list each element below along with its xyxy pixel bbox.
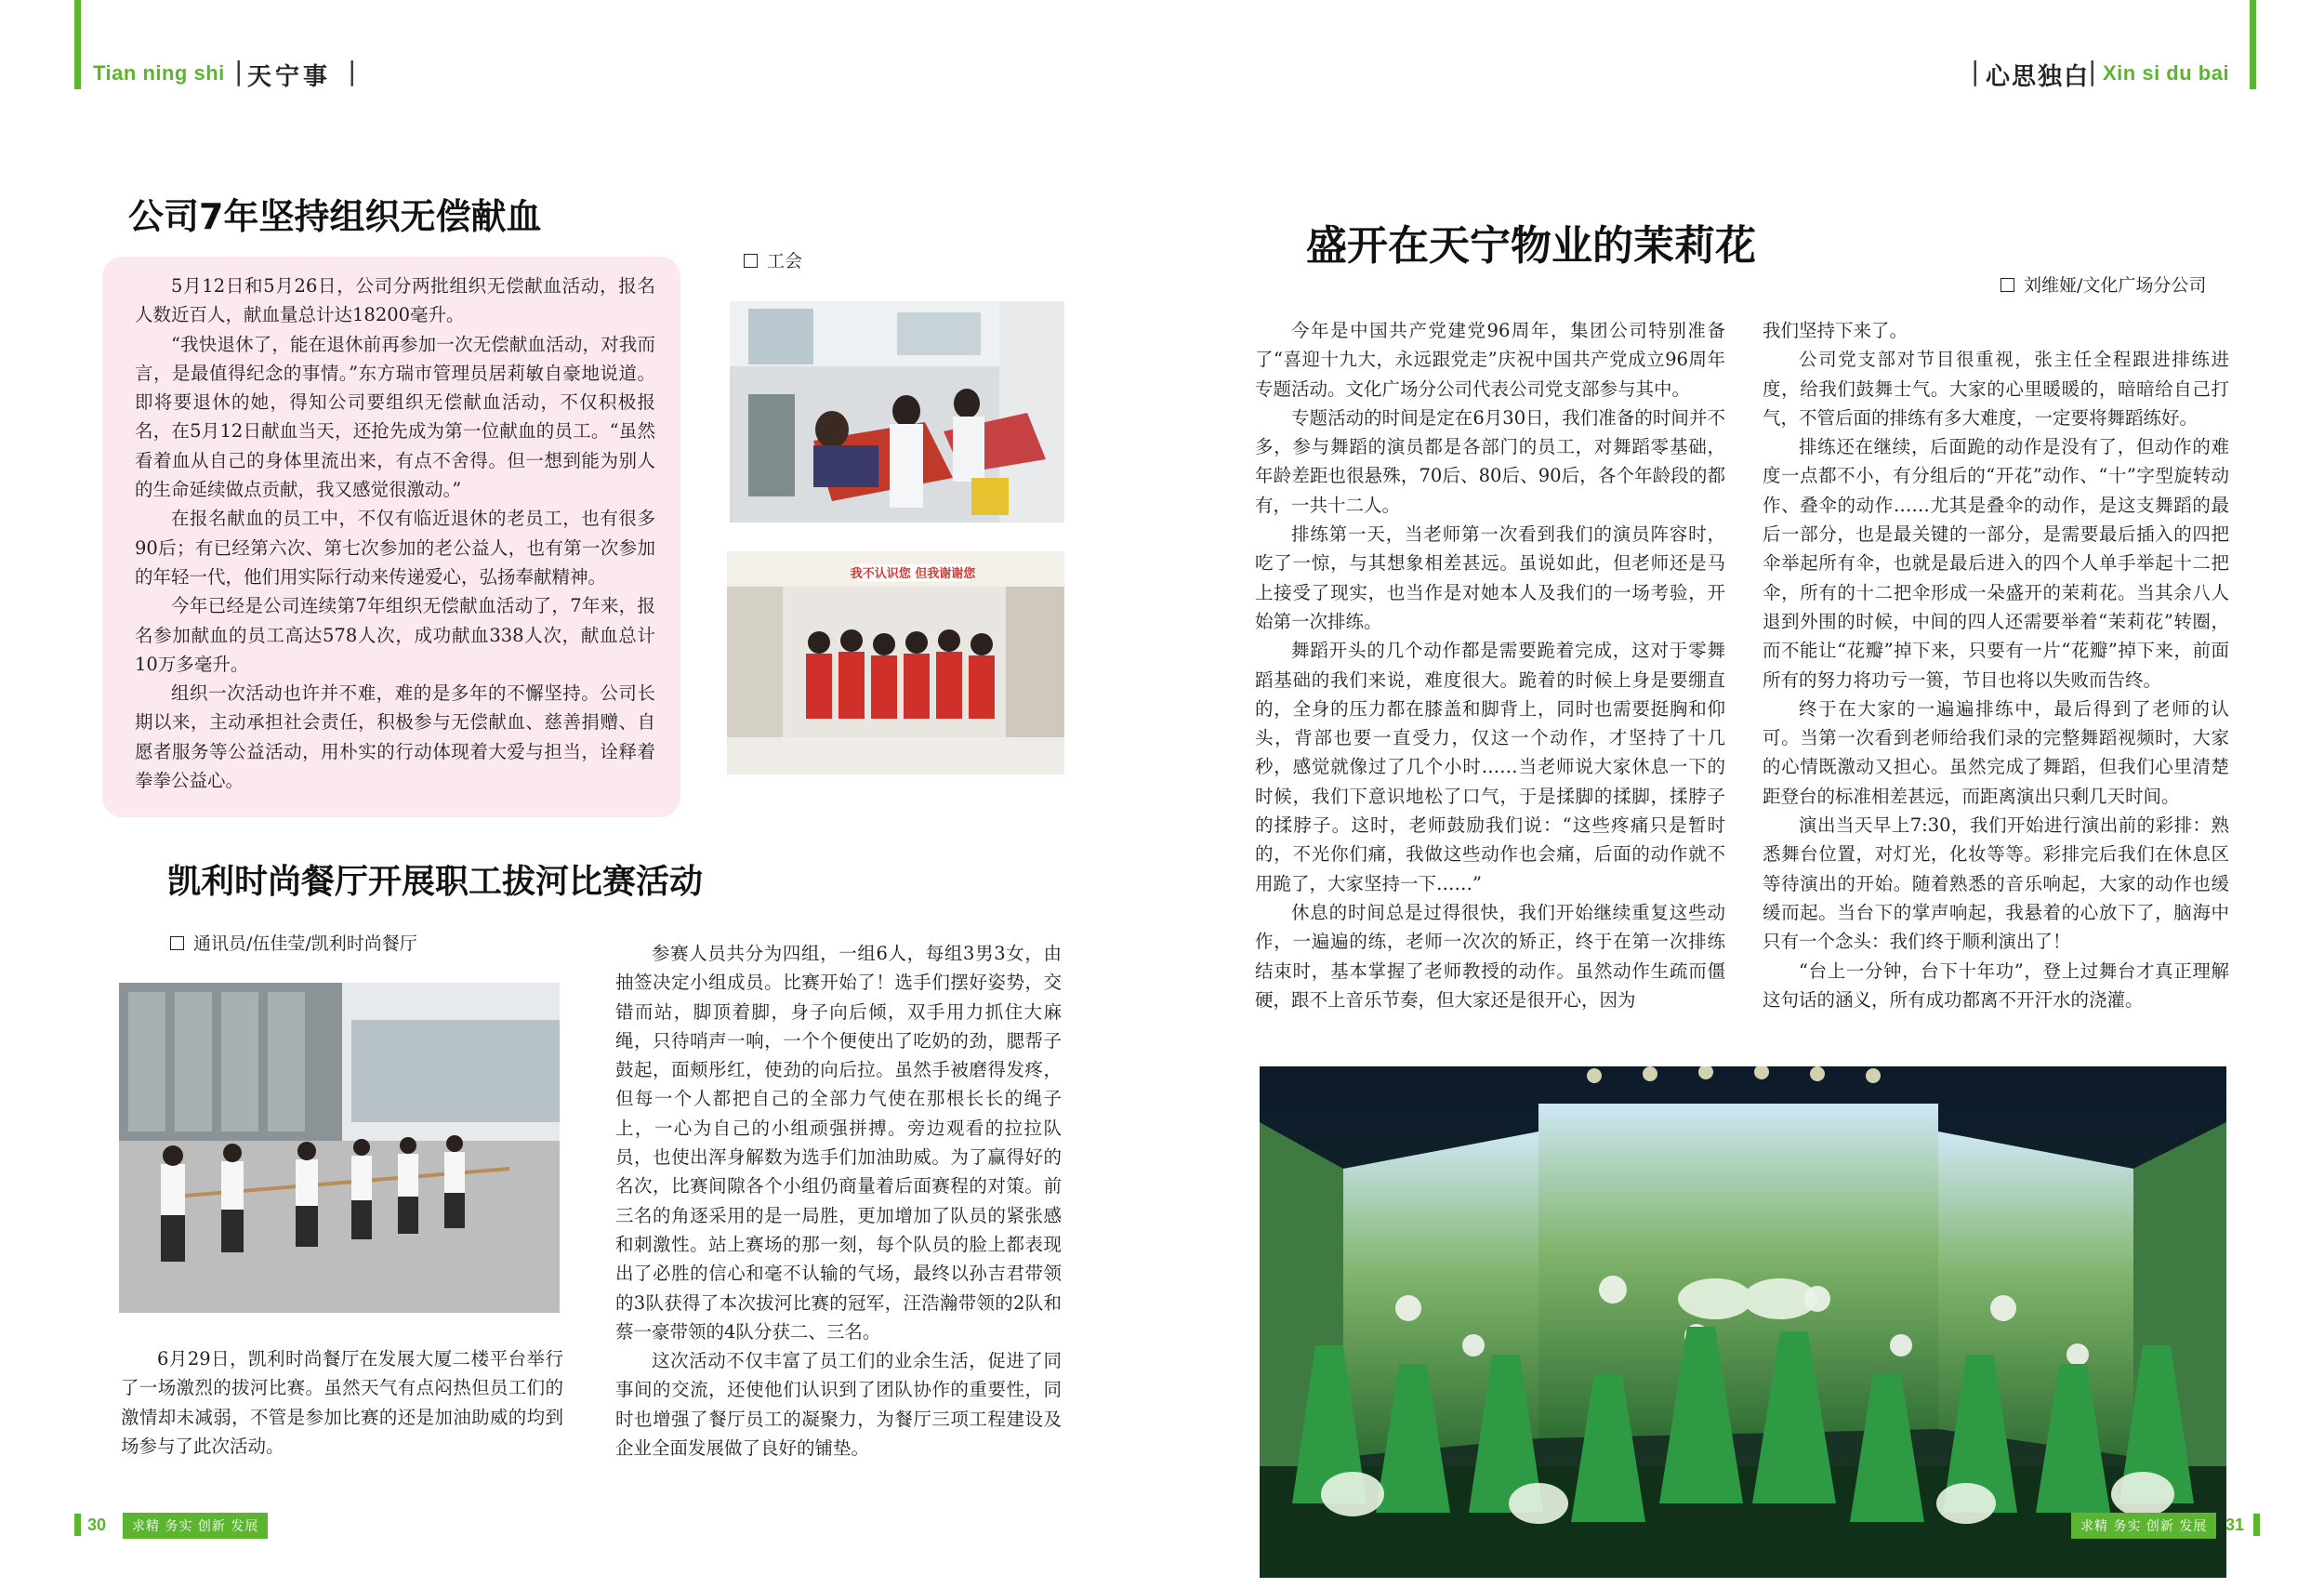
left-header-sep2: | [348, 56, 357, 86]
article3-para: 公司党支部对节目很重视，张主任全程跟进排练进度，给我们鼓舞士气。大家的心里暖暖的，暗暗给自己打气，不管后面的排练有多大难度，一定要将舞蹈练好。 [1763, 349, 2229, 429]
article3-byline: 刘维娅/文化广场分公司 [2000, 271, 2206, 297]
right-page-number: 31 [2225, 1515, 2245, 1534]
article2-para: 这次活动不仅丰富了员工们的业余生活，促进了同事间的交流，还使他们认识到了团队协作的重要性，同时也增强了餐厅员工的凝聚力，为餐厅三项工程建设及企业全面发展做了良好的铺垫。 [615, 1350, 1062, 1460]
article1-byline: 工会 [744, 247, 802, 272]
left-header-cn: 天宁事 [247, 63, 332, 91]
article3-title: 盛开在天宁物业的茉莉花 [1306, 222, 1756, 270]
article3-para: 排练第一天，当老师第一次看到我们的演员阵容时，吃了一惊，与其想象相差甚远。虽说如此，但老师还是马上接受了现实，也当作是对她本人及我们的一场考验，开始第一次排练。 [1255, 523, 1725, 632]
article3-para: 休息的时间总是过得很快，我们开始继续重复这些动作，一遍遍的练，老师一次次的矫正，终于在第一次排练结束时，基本掌握了老师教授的动作。虽然动作生疏而僵硬，跟不上音乐节奏，但大家还是很开心，因为 [1255, 901, 1725, 1011]
volunteers-photo [727, 551, 1064, 774]
article3-para: 排练还在继续，后面跪的动作是没有了，但动作的难度一点都不小，有分组后的“开花”动作、“十”字型旋转动作、叠伞的动作……尤其是叠伞的动作，是这支舞蹈的最后一部分，也是最关键的一部分，是需要最后插入的四把伞举起所有伞，也就是最后进入的四个人单手举起十二把伞，所有的十二把伞形成一朵盛开的茉莉花。当其余八人退到外围的时候，中间的四人还需要举着“茉莉花”转圈，而不能让“花瓣”掉下来，只要有一片“花瓣”掉下来，前面所有的努力将功亏一篑，节目也将以失败而告终。 [1763, 436, 2229, 691]
left-header-bar [74, 0, 81, 89]
article3-continuation: 我们坚持下来了。 [1763, 320, 1908, 341]
jasmine-dance-photo [1260, 1066, 2226, 1578]
right-header-sep: | [1971, 56, 1980, 86]
left-header-sep: | [234, 56, 244, 86]
volunteers-banner: 我不认识您 但我谢谢您 [850, 567, 976, 581]
right-header-sep2: | [2088, 56, 2097, 86]
left-page-number: 30 [87, 1515, 107, 1534]
article3-para: 演出当天早上7:30，我们开始进行演出前的彩排：熟悉舞台位置，对灯光，化妆等等。彩排完后我们在休息区等待演出的开始。随着熟悉的音乐响起，大家的动作也缓缓而起。当台下的掌声响起，我悬着的心放下了，脑海中只有一个念头：我们终于顺利演出了！ [1763, 814, 2229, 953]
article2-left-body [121, 1344, 563, 1461]
article3-para: 专题活动的时间是定在6月30日，我们准备的时间并不多，参与舞蹈的演员都是各部门的员工，对舞蹈零基础，年龄差距也很悬殊，70后、80后、90后，各个年龄段的都有，一共十二人。 [1255, 406, 1725, 516]
right-footer-slogan: 求精 务实 创新 发展 [2071, 1513, 2216, 1539]
right-header-latin: Xin si du bai [2103, 61, 2230, 85]
article3-para: “台上一分钟，台下十年功”，登上过舞台才真正理解这句话的涵义，所有成功都离不开汗水的浇灌。 [1763, 959, 2229, 1011]
article2-para: 6月29日，凯利时尚餐厅在发展大厦二楼平台举行了一场激烈的拔河比赛。虽然天气有点闷热但员工们的激情却未减弱，不管是参加比赛的还是加油助威的均到场参与了此次活动。 [121, 1348, 563, 1457]
left-footer-slogan: 求精 务实 创新 发展 [123, 1513, 268, 1539]
article1-para: 5月12日和5月26日，公司分两批组织无偿献血活动，报名人数近百人，献血量总计达18200毫升。 [135, 275, 655, 326]
article1-para: 今年已经是公司连续第7年组织无偿献血活动了，7年来，报名参加献血的员工高达578人次，成功献血338人次，献血总计10万多毫升。 [135, 595, 655, 675]
article2-byline: 通讯员/伍佳莹/凯利时尚餐厅 [170, 930, 417, 955]
byline-box-icon [2000, 278, 2014, 292]
article3-para: 今年是中国共产党建党96周年，集团公司特别准备了“喜迎十九大，永远跟党走”庆祝中国共产党成立96周年专题活动。文化广场分公司代表公司党支部参与其中。 [1255, 320, 1725, 400]
article2-para: 参赛人员共分为四组，一组6人，每组3男3女，由抽签决定小组成员。比赛开始了！选手们摆好姿势，交错而站，脚顶着脚，身子向后倾，双手用力抓住大麻绳，只待哨声一响，一个个便使出了吃奶的劲，腮帮子鼓起，面颊彤红，使劲的向后拉。虽然手被磨得发疼，但每一个人都把自己的全部力气使在那根长长的绳子上，一心为自己的小组顽强拼搏。旁边观看的拉拉队员，也使出浑身解数为选手们加油助威。为了赢得好的名次，比赛间隙各个小组仍商量着后面赛程的对策。前三名的角逐采用的是一局胜，更加增加了队员的紧张感和刺激性。站上赛场的那一刻，每个队员的脸上都表现出了必胜的信心和毫不认输的气场，最终以孙吉君带领的3队获得了本次拔河比赛的冠军，汪浩瀚带领的2队和蔡一豪带领的4队分获二、三名。 [615, 943, 1062, 1343]
right-footer-bar [2253, 1514, 2260, 1536]
left-header-latin: Tian ning shi [93, 61, 225, 85]
article3-col1 [1255, 316, 1725, 1014]
article3-col2 [1763, 316, 2229, 1014]
article1-para: 组织一次活动也许并不难，难的是多年的不懈坚持。公司长期以来，主动承担社会责任，积极参与无偿献血、慈善捐赠、自愿者服务等公益活动，用朴实的行动体现着大爱与担当，诠释着拳拳公益心。 [135, 682, 655, 792]
right-header-cn: 心思独白 [1986, 63, 2091, 91]
byline-box-icon [170, 936, 184, 950]
blood-donation-photo [730, 301, 1064, 523]
article3-para: 舞蹈开头的几个动作都是需要跪着完成，这对于零舞蹈基础的我们来说，难度很大。跪着的时候上身是要绷直的，全身的压力都在膝盖和脚背上，同时也需要挺胸和仰头，背部也要一直受力，仅这一个动作，才坚持了十几秒，感觉就像过了几个小时……当老师说大家休息一下的时候，我们下意识地松了口气，于是揉脚的揉脚，揉脖子的揉脖子。这时，老师鼓励我们说：“这些疼痛只是暂时的，不光你们痛，我做这些动作也会痛，后面的动作就不用跪了，大家坚持一下……” [1255, 640, 1725, 894]
article1-body [135, 271, 655, 795]
left-footer-bar [74, 1514, 81, 1536]
tug-of-war-photo [119, 983, 560, 1313]
article2-title: 凯利时尚餐厅开展职工拔河比赛活动 [167, 863, 704, 901]
right-header-bar [2250, 0, 2256, 89]
article1-para: “我快退休了，能在退休前再参加一次无偿献血活动，对我而言，是最值得纪念的事情。”东方瑞市管理员居莉敏自豪地说道。即将要退休的她，得知公司要组织无偿献血活动，不仅积极报名，在5月12日献血当天，还抢先成为第一位献血的员工。“虽然看着血从自己的身体里流出来，有点不舍得。但一想到能为别人的生命延续做点贡献，我又感觉很激动。” [135, 333, 655, 501]
article1-para: 在报名献血的员工中，不仅有临近退休的老员工，也有很多90后；有已经第六次、第七次参加的老公益人，也有第一次参加的年轻一代，他们用实际行动来传递爱心，弘扬奉献精神。 [135, 508, 655, 588]
article1-title: 公司7年坚持组织无偿献血 [128, 196, 542, 237]
article2-right-body [615, 939, 1062, 1462]
byline-box-icon [744, 254, 758, 268]
article3-para: 终于在大家的一遍遍排练中，最后得到了老师的认可。当第一次看到老师给我们录的完整舞蹈视频时，大家的心情既激动又担心。虽然完成了舞蹈，但我们心里清楚距登台的标准相差甚远，而距离演出只剩几天时间。 [1763, 697, 2229, 807]
